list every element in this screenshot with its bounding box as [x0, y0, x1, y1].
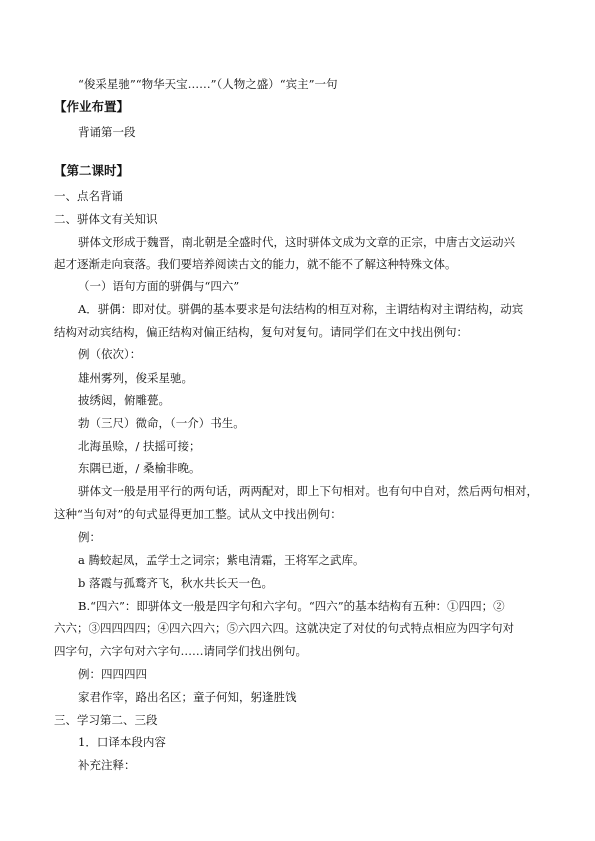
text-line: 六六；③四四四四；④四六四六；⑤六四六四。这就决定了对仗的句式特点相应为四字句对	[54, 621, 514, 635]
text-line: 雄州雾列，俊采星驰。	[78, 371, 193, 385]
text-line: b 落霞与孤鹜齐飞，秋水共长天一色。	[78, 576, 274, 590]
text-line: 这种“当句对”的句式显得更加工整。试从文中找出例句：	[54, 507, 342, 521]
text-line: 披绣闼，俯雕甍。	[78, 393, 170, 407]
text-line: 勃（三尺）微命，（一介）书生。	[78, 416, 245, 430]
text-line: 四字句，六字句对六字句……请同学们找出例句。	[54, 644, 307, 658]
text-line: 补充注释：	[78, 758, 136, 772]
text-line: “俊采星驰”“物华天宝……”（人物之盛）“宾主”一句	[78, 77, 338, 91]
text-line: a 腾蛟起凤，孟学士之词宗；紫电清霜，王将军之武库。	[78, 553, 365, 567]
text-line: 例（依次）：	[78, 347, 142, 361]
text-line: 结构对动宾结构，偏正结构对偏正结构，复句对复句。请同学们在文中找出例句：	[54, 325, 468, 339]
text-line: 例：四四四四	[78, 667, 147, 681]
text-line: 北海虽赊，/ 扶摇可接；	[78, 439, 201, 453]
text-line: 一、点名背诵	[54, 189, 123, 203]
text-line: 二、骈体文有关知识	[54, 212, 158, 226]
text-line: A．骈偶：即对仗。骈偶的基本要求是句法结构的相互对称，主谓结构对主谓结构，动宾	[78, 302, 524, 316]
text-line: 例：	[78, 530, 101, 544]
text-line: 起才逐渐走向衰落。我们要培养阅读古文的能力，就不能不了解这种特殊文体。	[54, 257, 457, 271]
text-line: 骈体文一般是用平行的两句话，两两配对，即上下句相对。也有句中自对，然后两句相对，	[78, 484, 538, 498]
text-line: 家君作宰，路出名区；童子何知，躬逢胜饯	[78, 690, 297, 704]
text-line: 三、学习第二、三段	[54, 713, 158, 727]
text-line: 1．口译本段内容	[78, 735, 166, 749]
section-heading-homework: 【作业布置】	[54, 99, 130, 114]
text-line: B.“四六”：即骈体文一般是四字句和六字句。“四六”的基本结构有五种：①四四；②	[78, 599, 505, 613]
text-line: （一）语句方面的骈偶与“四六”	[78, 279, 240, 293]
text-line: 骈体文形成于魏晋，南北朝是全盛时代，这时骈体文成为文章的正宗，中唐古文运动兴	[78, 235, 515, 249]
section-heading-second-lesson: 【第二课时】	[54, 163, 130, 178]
text-line: 背诵第一段	[78, 125, 136, 139]
text-line: 东隅已逝，/ 桑榆非晚。	[78, 461, 201, 475]
